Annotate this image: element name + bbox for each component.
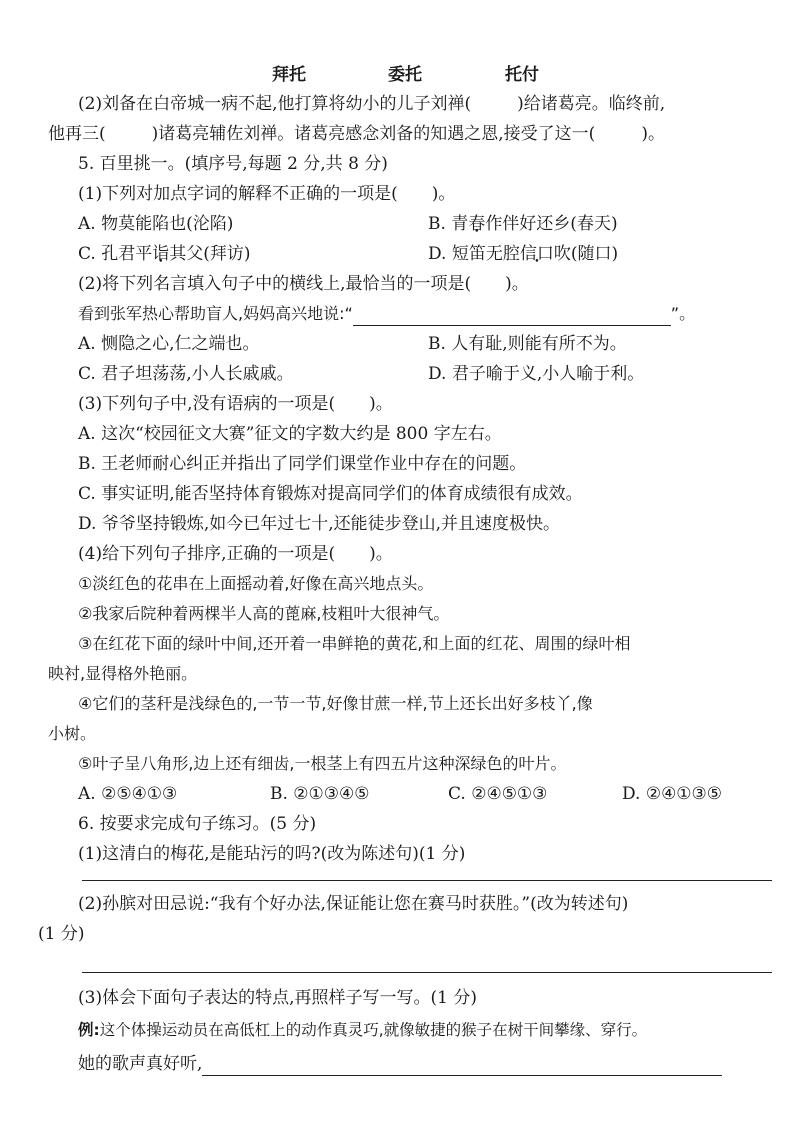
- q5-2-stem: (2)将下列名言填入句子中的横线上,最恰当的一项是( )。: [78, 274, 529, 294]
- q6-2-stem-cont: (1 分): [38, 924, 85, 944]
- q6-3-example: 例:这个体操运动员在高低杠上的动作真灵巧,就像敏捷的猴子在树干间攀缘、穿行。: [78, 1021, 648, 1039]
- q5-4-sentence-3-cont: 映衬,显得格外艳丽。: [48, 664, 198, 683]
- q6-title: 6. 按要求完成句子练习。(5 分): [78, 814, 317, 834]
- q6-2-stem: (2)孙膑对田忌说:“我有个好办法,保证能让您在赛马时获胜。”(改为转述句): [78, 894, 629, 914]
- q5-2-context: 看到张军热心帮助盲人,妈妈高兴地说:“ ”。: [78, 302, 695, 326]
- q5-2-option-b: B. 人有耻,则能有所不为。: [428, 334, 627, 354]
- q4-2-line2: 他再三( )诸葛亮辅佐刘禅。诸葛亮感念刘备的知遇之恩,接受了这一( )。: [48, 124, 665, 144]
- q5-1-option-b: B. 青春作伴好还乡(春天): [428, 214, 618, 234]
- q5-4-option-b: B. ②①③④⑤: [270, 784, 370, 804]
- q5-1-stem: (1)下列对加点字词的解释不正确的一项是( )。: [78, 184, 456, 204]
- q5-3-option-d: D. 爷爷坚持锻炼,如今已年过七十,还能徒步登山,并且速度极快。: [78, 514, 561, 534]
- q5-1-option-c: C. 孔君平诣其父(拜访): [78, 244, 251, 264]
- q5-3-option-a: A. 这次“校园征文大赛”征文的字数大约是 800 字左右。: [78, 424, 502, 444]
- q5-4-sentence-3: ③在红花下面的绿叶中间,还开着一串鲜艳的黄花,和上面的红花、周围的绿叶相: [78, 634, 631, 653]
- q5-4-sentence-4: ④它们的茎秆是浅绿色的,一节一节,好像甘蔗一样,节上还长出好多枝丫,像: [78, 694, 593, 713]
- fill-line[interactable]: [202, 1059, 722, 1076]
- word-option: 委托: [388, 65, 422, 85]
- q5-2-option-c: C. 君子坦荡荡,小人长戚戚。: [78, 364, 294, 384]
- fill-line[interactable]: [353, 309, 671, 326]
- q5-1-option-a: A. 物莫能陷也(沦陷): [78, 214, 234, 234]
- q5-3-option-b: B. 王老师耐心纠正并指出了同学们课堂作业中存在的问题。: [78, 454, 527, 474]
- q6-1-stem: (1)这清白的梅花,是能玷污的吗?(改为陈述句)(1 分): [78, 844, 466, 864]
- answer-line-2[interactable]: [82, 972, 772, 973]
- q6-3-prompt: 她的歌声真好听,: [78, 1052, 722, 1076]
- q5-2-option-a: A. 恻隐之心,仁之端也。: [78, 334, 260, 354]
- q5-3-stem: (3)下列句子中,没有语病的一项是( )。: [78, 394, 393, 414]
- word-option: 托付: [505, 65, 539, 85]
- q5-4-option-a: A. ②⑤④①③: [78, 784, 178, 804]
- q4-2-line1: (2)刘备在白帝城一病不起,他打算将幼小的儿子刘禅( )给诸葛亮。临终前,: [78, 94, 666, 114]
- q5-4-sentence-2: ②我家后院种着两棵半人高的蓖麻,枝粗叶大很神气。: [78, 604, 450, 623]
- q5-4-stem: (4)给下列句子排序,正确的一项是( )。: [78, 544, 393, 564]
- q5-1-option-d: D. 短笛无腔信口吹(随口): [428, 244, 619, 264]
- answer-line-1[interactable]: [82, 880, 772, 881]
- word-option: 拜托: [272, 65, 306, 85]
- q5-3-option-c: C. 事实证明,能否坚持体育锻炼对提高同学们的体育成绩很有成效。: [78, 484, 583, 504]
- q5-4-sentence-5: ⑤叶子呈八角形,边上还有细齿,一根茎上有四五片这种深绿色的叶片。: [78, 754, 567, 773]
- q5-4-sentence-4-cont: 小树。: [48, 724, 97, 743]
- q6-3-stem: (3)体会下面句子表达的特点,再照样子写一写。(1 分): [78, 988, 477, 1008]
- q5-2-option-d: D. 君子喻于义,小人喻于利。: [428, 364, 645, 384]
- q5-4-sentence-1: ①淡红色的花串在上面摇动着,好像在高兴地点头。: [78, 574, 434, 593]
- q5-4-option-d: D. ②④①③⑤: [622, 784, 723, 804]
- q5-4-option-c: C. ②④⑤①③: [448, 784, 548, 804]
- q5-title: 5. 百里挑一。(填序号,每题 2 分,共 8 分): [78, 154, 388, 174]
